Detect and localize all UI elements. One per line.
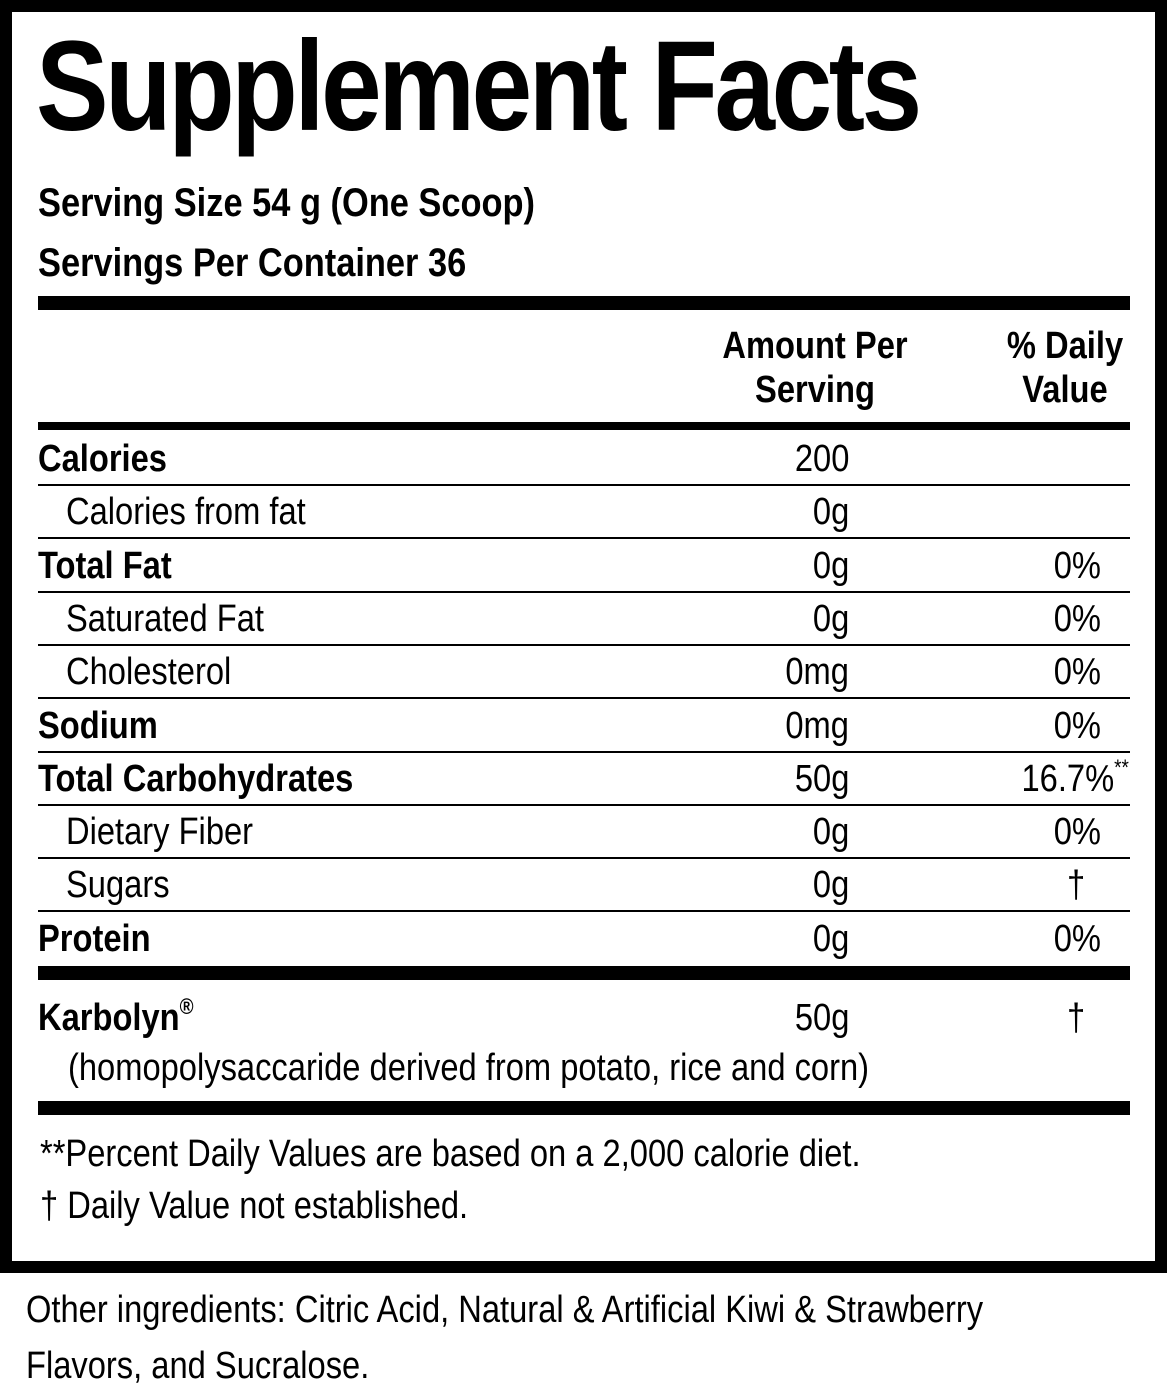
- nutrient-label: Cholesterol: [66, 651, 232, 693]
- daily-value-text: 0%: [1053, 811, 1101, 853]
- row-divider: [38, 857, 1130, 859]
- daily-value-text: 0%: [1053, 918, 1101, 960]
- registered-mark: ®: [179, 994, 194, 1019]
- servings-per-container: Servings Per Container 36: [38, 241, 467, 285]
- nutrient-label: Sodium: [38, 705, 158, 747]
- daily-value-footnote-mark: **: [1114, 755, 1129, 780]
- karbolyn-dv: †: [1066, 997, 1085, 1039]
- nutrient-daily-value: [1054, 917, 1101, 961]
- other-ingredients-line2: Flavors, and Sucralose.: [26, 1345, 370, 1387]
- daily-value-text: 0%: [1053, 651, 1101, 693]
- row-divider: [38, 804, 1130, 806]
- nutrient-amount: 0g: [812, 545, 849, 587]
- row-divider: [38, 751, 1130, 753]
- daily-value-text: 0%: [1053, 598, 1101, 640]
- amount-header-line2: Serving: [755, 369, 875, 411]
- nutrient-amount: 0g: [812, 811, 849, 853]
- serving-size: Serving Size 54 g (One Scoop): [38, 181, 536, 225]
- row-divider: [38, 591, 1130, 593]
- karbolyn-description: (homopolysaccaride derived from potato, rice and corn): [68, 1047, 870, 1089]
- nutrient-label: Total Fat: [38, 545, 172, 587]
- footnote-dagger: † Daily Value not established.: [40, 1185, 469, 1227]
- daily-value-text: 16.7%: [1021, 758, 1115, 800]
- karbolyn-label: [38, 996, 194, 1040]
- nutrient-label: Protein: [38, 918, 151, 960]
- nutrient-amount: 0g: [812, 598, 849, 640]
- amount-header-line1: Amount Per: [722, 325, 908, 367]
- thick-divider: [38, 296, 1130, 310]
- nutrient-amount: 200: [794, 438, 849, 480]
- amount-per-serving-header: [716, 324, 914, 412]
- row-divider: [38, 484, 1130, 486]
- nutrient-daily-value: [1054, 650, 1101, 694]
- other-ingredients-line1: Other ingredients: Citric Acid, Natural & Artificial Kiwi & Strawberry: [26, 1289, 984, 1331]
- other-ingredients: [26, 1282, 1118, 1394]
- nutrient-daily-value: [1054, 810, 1101, 854]
- nutrient-label: Total Carbohydrates: [38, 758, 354, 800]
- footnote-daily-values: **Percent Daily Values are based on a 2,000 calorie diet.: [40, 1133, 861, 1175]
- medium-divider: [38, 422, 1130, 430]
- daily-value-text: 0%: [1053, 705, 1101, 747]
- nutrient-daily-value: [1054, 597, 1101, 641]
- nutrient-label: Sugars: [66, 864, 170, 906]
- row-divider: [38, 537, 1130, 539]
- nutrient-label: Calories from fat: [66, 491, 306, 533]
- thick-divider: [38, 966, 1130, 980]
- dv-header-line2: Value: [1022, 369, 1108, 411]
- karbolyn-name: Karbolyn: [38, 997, 180, 1039]
- nutrient-amount: 0g: [812, 918, 849, 960]
- thick-divider: [38, 1101, 1130, 1115]
- nutrient-amount: 50g: [794, 758, 849, 800]
- daily-value-header: [992, 324, 1138, 412]
- daily-value-text: †: [1066, 864, 1085, 906]
- nutrient-daily-value: [1054, 704, 1101, 748]
- nutrient-label: Dietary Fiber: [66, 811, 254, 853]
- row-divider: [38, 910, 1130, 912]
- karbolyn-amount: 50g: [794, 997, 849, 1039]
- nutrient-label: Calories: [38, 438, 167, 480]
- nutrient-amount: 0mg: [785, 705, 849, 747]
- row-divider: [38, 644, 1130, 646]
- nutrient-amount: 0mg: [785, 651, 849, 693]
- panel-title: Supplement Facts: [36, 15, 919, 158]
- dv-header-line1: % Daily: [1006, 325, 1124, 367]
- nutrient-label: Saturated Fat: [66, 598, 265, 640]
- nutrient-daily-value: [1022, 757, 1129, 801]
- nutrient-amount: 0g: [812, 491, 849, 533]
- nutrient-daily-value: [1067, 863, 1085, 907]
- daily-value-text: 0%: [1053, 545, 1101, 587]
- row-divider: [38, 697, 1130, 699]
- nutrient-daily-value: [1054, 544, 1101, 588]
- nutrient-amount: 0g: [812, 864, 849, 906]
